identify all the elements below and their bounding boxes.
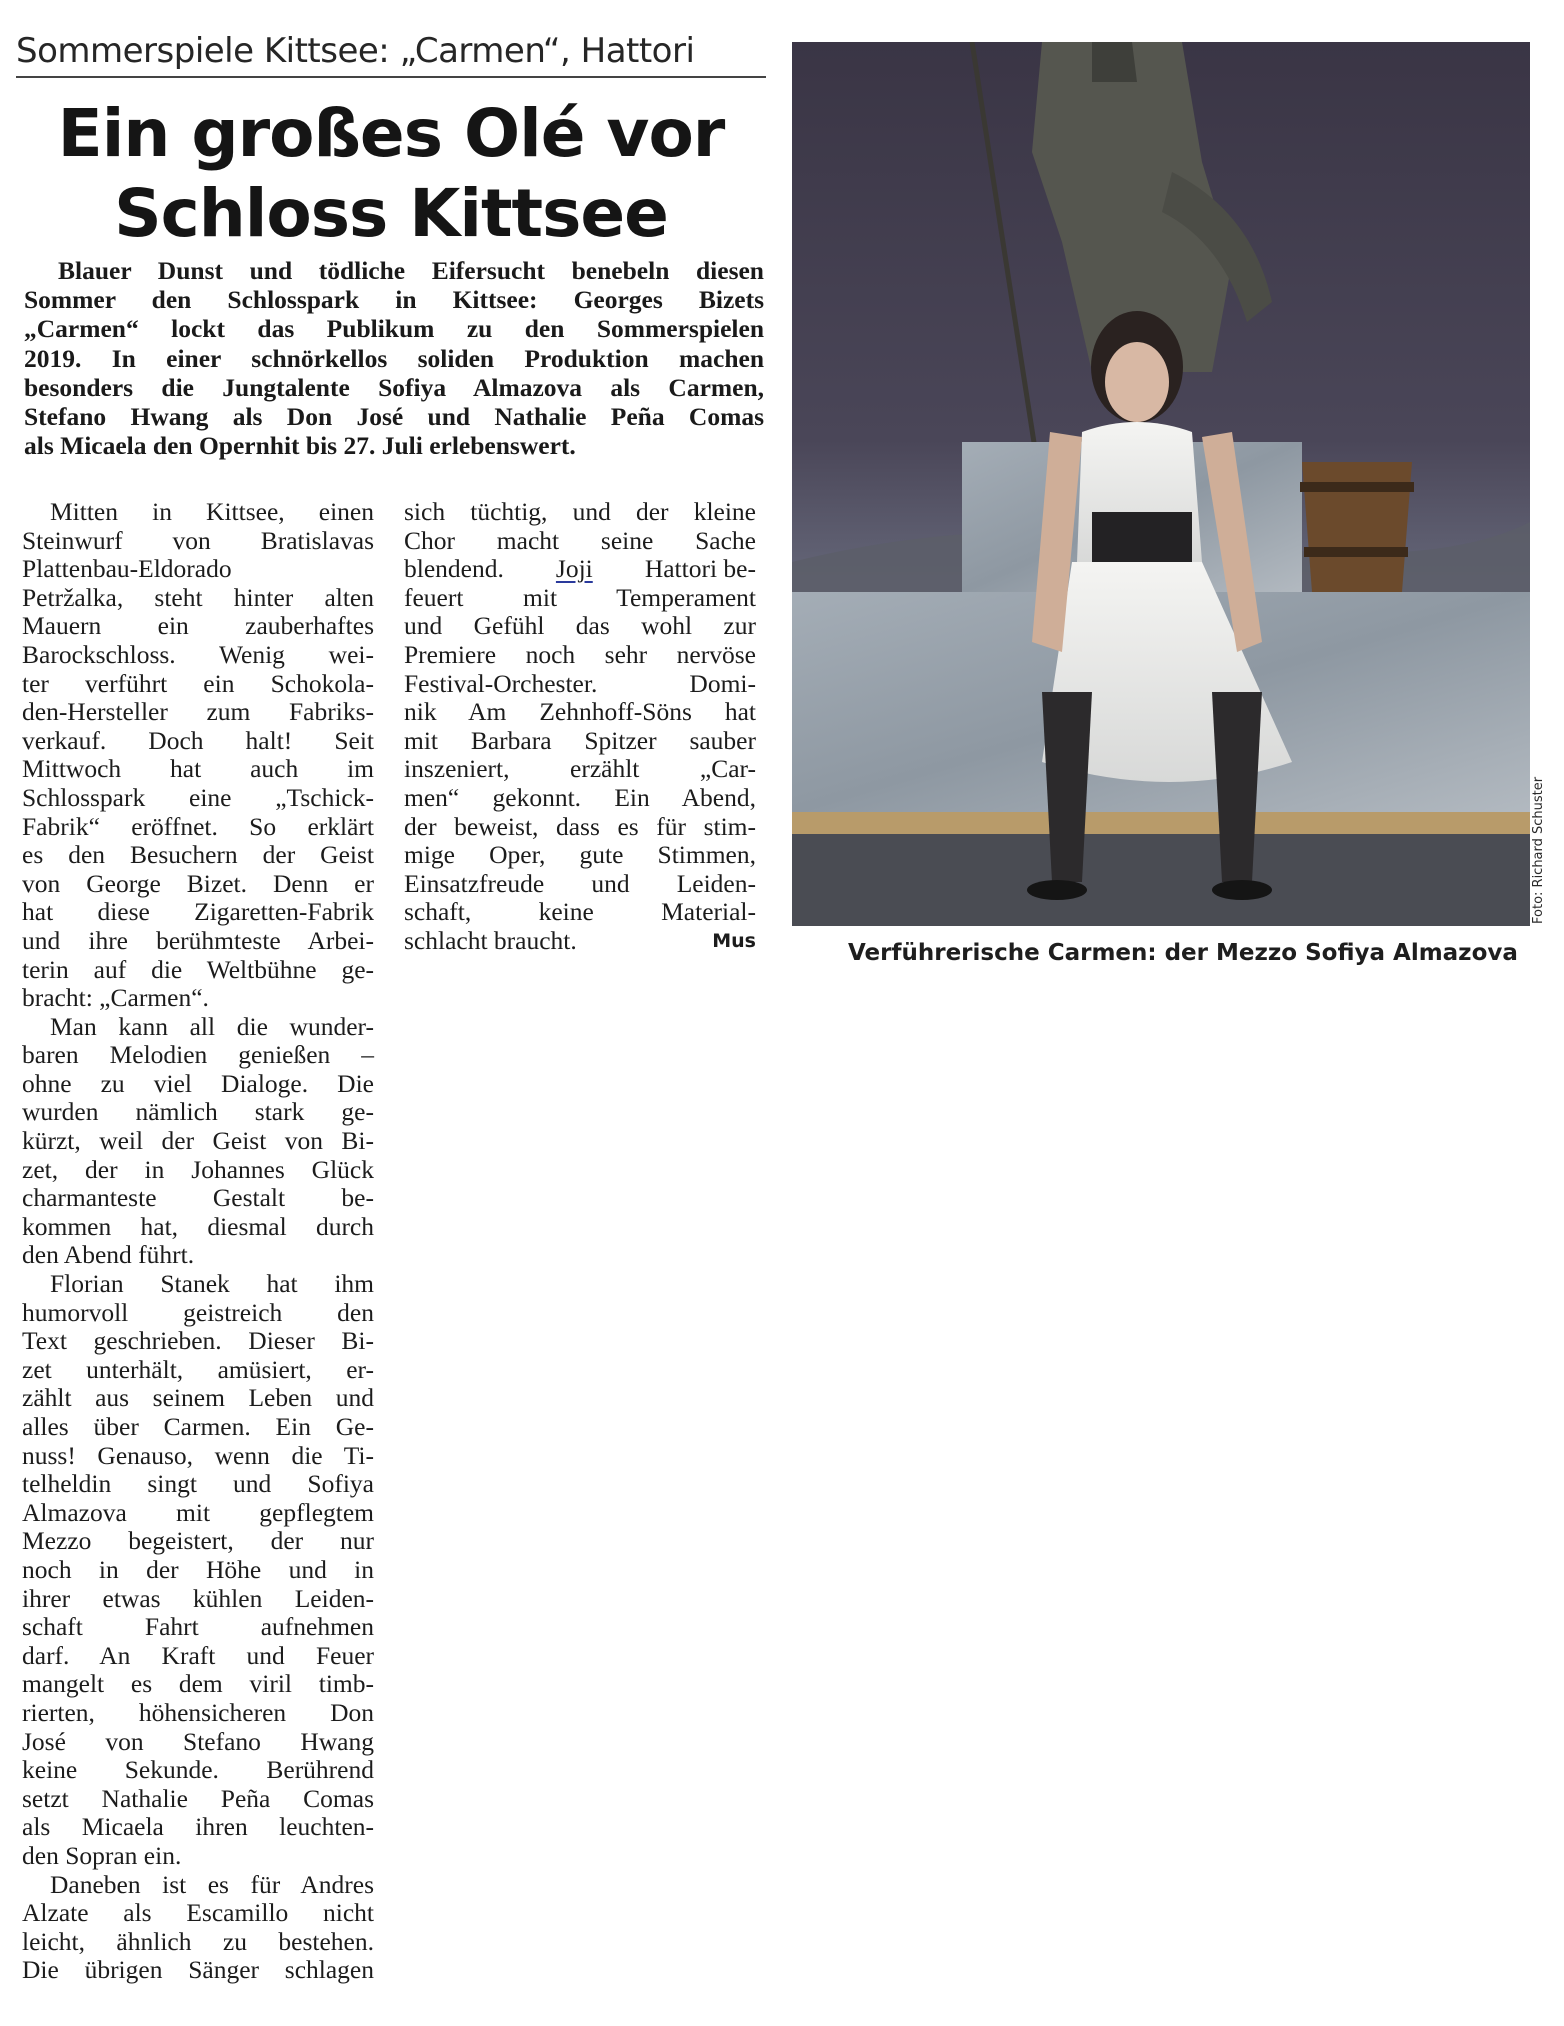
body-word: schlacht braucht. (404, 925, 577, 955)
body-line: Text geschrieben. Dieser Bi- (22, 1326, 374, 1356)
body-line: Florian Stanek hat ihm (50, 1269, 374, 1299)
body-line: mangelt es dem viril timb- (22, 1669, 374, 1699)
underlined-name-joji: Joji (555, 554, 593, 584)
body-line: zet, der in Johannes Glück (22, 1154, 374, 1184)
body-line: Barockschloss. Wenig wei- (22, 639, 374, 669)
body-line: Festival-Orchester. Domi- (404, 668, 756, 698)
lead-line: als Micaela den Opernhit bis 27. Juli erlebenswert. (24, 431, 576, 461)
body-line: verkauf. Doch halt! Seit (22, 725, 374, 755)
body-line: hat diese Zigaretten-Fabrik (22, 897, 374, 927)
body-line: Mitten in Kittsee, einen (50, 497, 374, 526)
body-line: Einsatzfreude und Leiden- (404, 868, 756, 898)
body-line: es den Besuchern der Geist (22, 840, 374, 870)
article-lead (24, 256, 764, 460)
article-kicker: Sommerspiele Kittsee: „Carmen“, Hattori (16, 26, 766, 78)
body-line: sich tüchtig, und der kleine (404, 497, 756, 526)
body-line: Daneben ist es für Andres (50, 1869, 374, 1899)
headline-line-1: Ein großes Olé vor (57, 95, 725, 172)
body-line: ohne zu viel Dialoge. Die (22, 1068, 374, 1098)
body-line-signoff (404, 927, 756, 956)
body-line: schaft, keine Material- (404, 897, 756, 927)
body-line: schaft Fahrt aufnehmen (22, 1612, 374, 1642)
body-line: Almazova mit gepflegtem (22, 1497, 374, 1527)
body-line: Man kann all die wunder- (50, 1011, 374, 1041)
lead-line: besonders die Jungtalente Sofiya Almazova als Carmen, (24, 372, 764, 402)
body-line: mit Barbara Spitzer sauber (404, 725, 756, 755)
body-line: ter verführt ein Schokola- (22, 668, 374, 698)
body-line: und Gefühl das wohl zur (404, 611, 756, 641)
body-line: men“ gekonnt. Ein Abend, (404, 782, 756, 812)
body-line: inszeniert, erzählt „Car- (404, 754, 756, 784)
body-line: und ihre berühmteste Arbei- (22, 925, 374, 955)
body-line: Plattenbau-Eldorado (22, 554, 232, 584)
body-line: Mittwoch hat auch im (22, 754, 374, 784)
lead-line: 2019. In einer schnörkellos soliden Produktion machen (24, 343, 764, 373)
stage-photo-illustration (792, 42, 1530, 926)
body-line: humorvoll geistreich den (22, 1297, 374, 1327)
body-line: nuss! Genauso, wenn die Ti- (22, 1440, 374, 1470)
body-line-joji (404, 555, 756, 584)
body-line: den Sopran ein. (22, 1840, 182, 1870)
body-line: zet unterhält, amüsiert, er- (22, 1354, 374, 1384)
body-line: Mezzo begeistert, der nur (22, 1526, 374, 1556)
body-line: von George Bizet. Denn er (22, 868, 374, 898)
body-line: Mauern ein zauberhaftes (22, 611, 374, 641)
body-line: mige Oper, gute Stimmen, (404, 840, 756, 870)
body-line: Alzate als Escamillo nicht (22, 1898, 374, 1928)
lead-line: Sommer den Schlosspark in Kittsee: Georges Bizets (24, 285, 764, 315)
lead-line: Blauer Dunst und tödliche Eifersucht benebeln diesen (58, 256, 764, 285)
body-line: Premiere noch sehr nervöse (404, 639, 756, 669)
body-line: baren Melodien genießen – (22, 1040, 374, 1070)
body-line: terin auf die Weltbühne ge- (22, 954, 374, 984)
body-line: den Abend führt. (22, 1240, 195, 1270)
body-line: keine Sekunde. Berührend (22, 1755, 374, 1785)
body-line: der beweist, dass es für stim- (404, 811, 756, 841)
body-line: leicht, ähnlich zu bestehen. (22, 1926, 374, 1956)
body-line: Chor macht seine Sache (404, 525, 756, 555)
body-line: Steinwurf von Bratislavas (22, 525, 374, 555)
photo-caption: Verführerische Carmen: der Mezzo Sofiya Almazova (848, 940, 1518, 966)
body-line: telheldin singt und Sofiya (22, 1469, 374, 1499)
body-line: den-Hersteller zum Fabriks- (22, 697, 374, 727)
headline-line-2: Schloss Kittsee (114, 175, 668, 252)
body-line: noch in der Höhe und in (22, 1554, 374, 1584)
body-line: charmanteste Gestalt be- (22, 1183, 374, 1213)
body-line: darf. An Kraft und Feuer (22, 1640, 374, 1670)
article-headline (16, 94, 766, 254)
body-word: Hattori be- (644, 554, 756, 584)
body-line: Petržalka, steht hinter alten (22, 582, 374, 612)
article-photo (792, 42, 1530, 926)
body-line: José von Stefano Hwang (22, 1726, 374, 1756)
author-initials: Mus (712, 929, 756, 952)
body-line: feuert mit Temperament (404, 582, 756, 612)
body-line: setzt Nathalie Peña Comas (22, 1783, 374, 1813)
lead-line: „Carmen“ lockt das Publikum zu den Sommerspielen (24, 314, 764, 344)
body-word: blendend. (404, 554, 504, 584)
body-line: rierten, höhensicheren Don (22, 1697, 374, 1727)
body-line: kürzt, weil der Geist von Bi- (22, 1126, 374, 1156)
lead-line: Stefano Hwang als Don José und Nathalie Peña Comas (24, 402, 764, 432)
body-line: Die übrigen Sänger schlagen (22, 1955, 374, 1985)
body-line: kommen hat, diesmal durch (22, 1211, 374, 1241)
body-column-2 (404, 498, 756, 956)
wooden-bucket (1300, 462, 1414, 592)
body-column-1 (22, 498, 374, 1985)
body-line: nik Am Zehnhoff-Söns hat (404, 697, 756, 727)
body-line: alles über Carmen. Ein Ge- (22, 1412, 374, 1441)
body-line: bracht: „Carmen“. (22, 983, 209, 1013)
body-line: wurden nämlich stark ge- (22, 1097, 374, 1127)
photo-credit: Foto: Richard Schuster (1531, 776, 1546, 924)
body-line: Schlosspark eine „Tschick- (22, 782, 374, 812)
body-line: ihrer etwas kühlen Leiden- (22, 1583, 374, 1613)
body-line: als Micaela ihren leuchten- (22, 1812, 374, 1842)
body-line: Fabrik“ eröffnet. So erklärt (22, 811, 374, 841)
body-line: zählt aus seinem Leben und (22, 1383, 374, 1413)
